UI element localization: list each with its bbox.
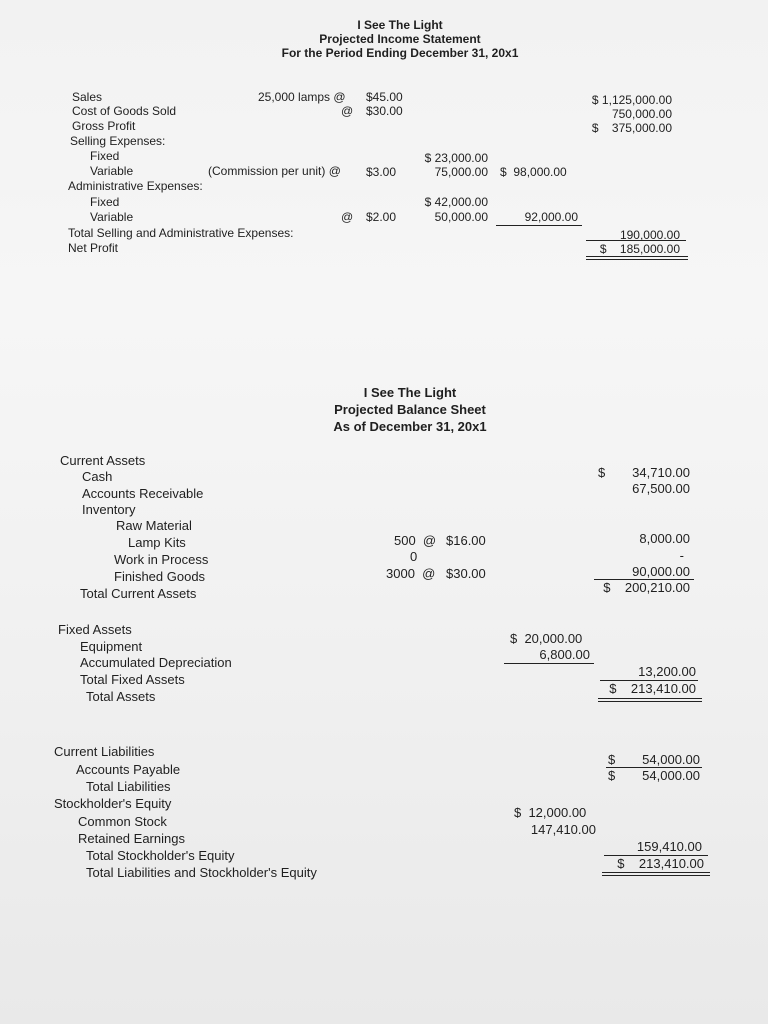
stockholders-equity-label: Stockholder's Equity xyxy=(54,796,172,811)
total-stockholders-equity-amount: 159,410.00 xyxy=(636,839,702,854)
finished-goods-quantity: 3000 @ xyxy=(386,566,436,581)
sales-total: $ 1,125,000.00 xyxy=(591,93,672,107)
selling-variable-note: (Commission per unit) @ xyxy=(208,164,341,178)
cogs-label: Cost of Goods Sold xyxy=(72,104,177,118)
accounts-payable-amount: 54,000.00 xyxy=(642,752,700,767)
lamp-kits-label: Lamp Kits xyxy=(128,535,186,550)
admin-total: 92,000.00 xyxy=(524,210,578,224)
net-profit-double-underline xyxy=(586,256,688,260)
admin-fixed-amount: $ 42,000.00 xyxy=(424,195,488,209)
accumulated-depreciation-amount: 6,800.00 xyxy=(539,647,590,662)
admin-variable-at: @ xyxy=(341,210,354,224)
raw-material-label: Raw Material xyxy=(116,518,192,533)
cogs-total: 750,000.00 xyxy=(611,107,672,121)
accumulated-depreciation-label: Accumulated Depreciation xyxy=(80,655,232,670)
inventory-label: Inventory xyxy=(82,502,136,517)
finished-goods-label: Finished Goods xyxy=(114,569,206,584)
balance-subtitle: Projected Balance Sheet xyxy=(334,402,486,417)
lamp-kits-amount: 8,000.00 xyxy=(639,531,690,546)
total-fixed-assets-amount: 13,200.00 xyxy=(638,664,696,679)
income-company-title: I See The Light xyxy=(357,18,443,32)
total-fixed-assets-label: Total Fixed Assets xyxy=(80,672,185,687)
selling-variable-amount: 75,000.00 xyxy=(434,165,488,179)
admin-variable-rate: $2.00 xyxy=(366,210,397,224)
selling-variable-label: Variable xyxy=(90,164,134,178)
selling-fixed-amount: $ 23,000.00 xyxy=(424,151,488,165)
lamp-kits-price: $16.00 xyxy=(446,533,486,548)
selling-fixed-label: Fixed xyxy=(90,149,120,163)
balance-company-title: I See The Light xyxy=(363,385,457,400)
total-liabilities-label: Total Liabilities xyxy=(86,779,171,794)
equipment-label: Equipment xyxy=(80,639,143,654)
gross-profit-label: Gross Profit xyxy=(72,119,136,133)
current-assets-label: Current Assets xyxy=(60,453,146,468)
sales-quantity: 25,000 lamps @ xyxy=(258,90,346,104)
total-selling-admin-amount: 190,000.00 xyxy=(619,228,680,242)
fixed-assets-label: Fixed Assets xyxy=(58,622,132,637)
admin-expenses-label: Administrative Expenses: xyxy=(68,179,203,193)
lamp-kits-quantity: 500 @ xyxy=(394,533,437,548)
common-stock-label: Common Stock xyxy=(78,814,167,829)
finished-goods-amount: 90,000.00 xyxy=(632,564,690,579)
admin-total-underline xyxy=(496,225,582,226)
income-period: For the Period Ending December 31, 20x1 xyxy=(281,46,519,60)
total-liabilities-equity-amount: $ 213,410.00 xyxy=(617,856,704,871)
equipment-amount: $ 20,000.00 xyxy=(510,631,583,646)
common-stock-amount: $ 12,000.00 xyxy=(514,805,587,820)
cash-label: Cash xyxy=(82,469,113,484)
total-current-assets-amount: $ 200,210.00 xyxy=(603,580,690,595)
balance-asof: As of December 31, 20x1 xyxy=(333,419,487,434)
admin-variable-amount: 50,000.00 xyxy=(434,210,488,224)
admin-fixed-label: Fixed xyxy=(90,195,120,209)
total-current-assets-label: Total Current Assets xyxy=(80,586,197,601)
net-profit-amount: $ 185,000.00 xyxy=(599,242,680,256)
total-stockholders-equity-label: Total Stockholder's Equity xyxy=(86,848,235,863)
total-selling-admin-underline xyxy=(586,240,686,241)
sales-label: Sales xyxy=(72,90,103,104)
cash-amount: 34,710.00 xyxy=(632,465,690,480)
selling-expenses-label: Selling Expenses: xyxy=(70,134,166,148)
accounts-receivable-label: Accounts Receivable xyxy=(82,486,204,501)
accounts-payable-label: Accounts Payable xyxy=(76,762,181,777)
total-liabilities-equity-label: Total Liabilities and Stockholder's Equity xyxy=(86,865,317,880)
selling-variable-rate: $3.00 xyxy=(366,165,397,179)
selling-total: $ 98,000.00 xyxy=(500,165,567,179)
total-liabilities-equity-double-underline xyxy=(602,872,710,876)
total-liabilities-amount: 54,000.00 xyxy=(642,768,700,783)
sales-price: $45.00 xyxy=(366,90,403,104)
work-in-process-quantity: 0 xyxy=(410,549,418,564)
total-selling-admin-label: Total Selling and Administrative Expenses: xyxy=(68,226,294,240)
retained-earnings-amount: 147,410.00 xyxy=(530,822,596,837)
cash-dollar: $ xyxy=(598,465,606,480)
accounts-receivable-amount: 67,500.00 xyxy=(632,481,690,496)
net-profit-label: Net Profit xyxy=(68,241,119,255)
work-in-process-label: Work in Process xyxy=(114,552,209,567)
work-in-process-amount: - xyxy=(679,548,684,563)
total-assets-amount: $ 213,410.00 xyxy=(609,681,696,696)
finished-goods-price: $30.00 xyxy=(446,566,486,581)
current-liabilities-label: Current Liabilities xyxy=(54,744,155,759)
accounts-payable-dollar: $ xyxy=(608,752,616,767)
total-assets-label: Total Assets xyxy=(86,689,156,704)
income-subtitle: Projected Income Statement xyxy=(319,32,481,46)
gross-profit-total: $ 375,000.00 xyxy=(591,121,672,135)
admin-variable-label: Variable xyxy=(90,210,134,224)
total-assets-double-underline xyxy=(598,698,702,702)
total-liabilities-dollar: $ xyxy=(608,768,616,783)
cogs-at: @ xyxy=(341,104,354,118)
retained-earnings-label: Retained Earnings xyxy=(78,831,185,846)
cogs-price: $30.00 xyxy=(366,104,403,118)
accumulated-depreciation-underline xyxy=(504,663,594,664)
